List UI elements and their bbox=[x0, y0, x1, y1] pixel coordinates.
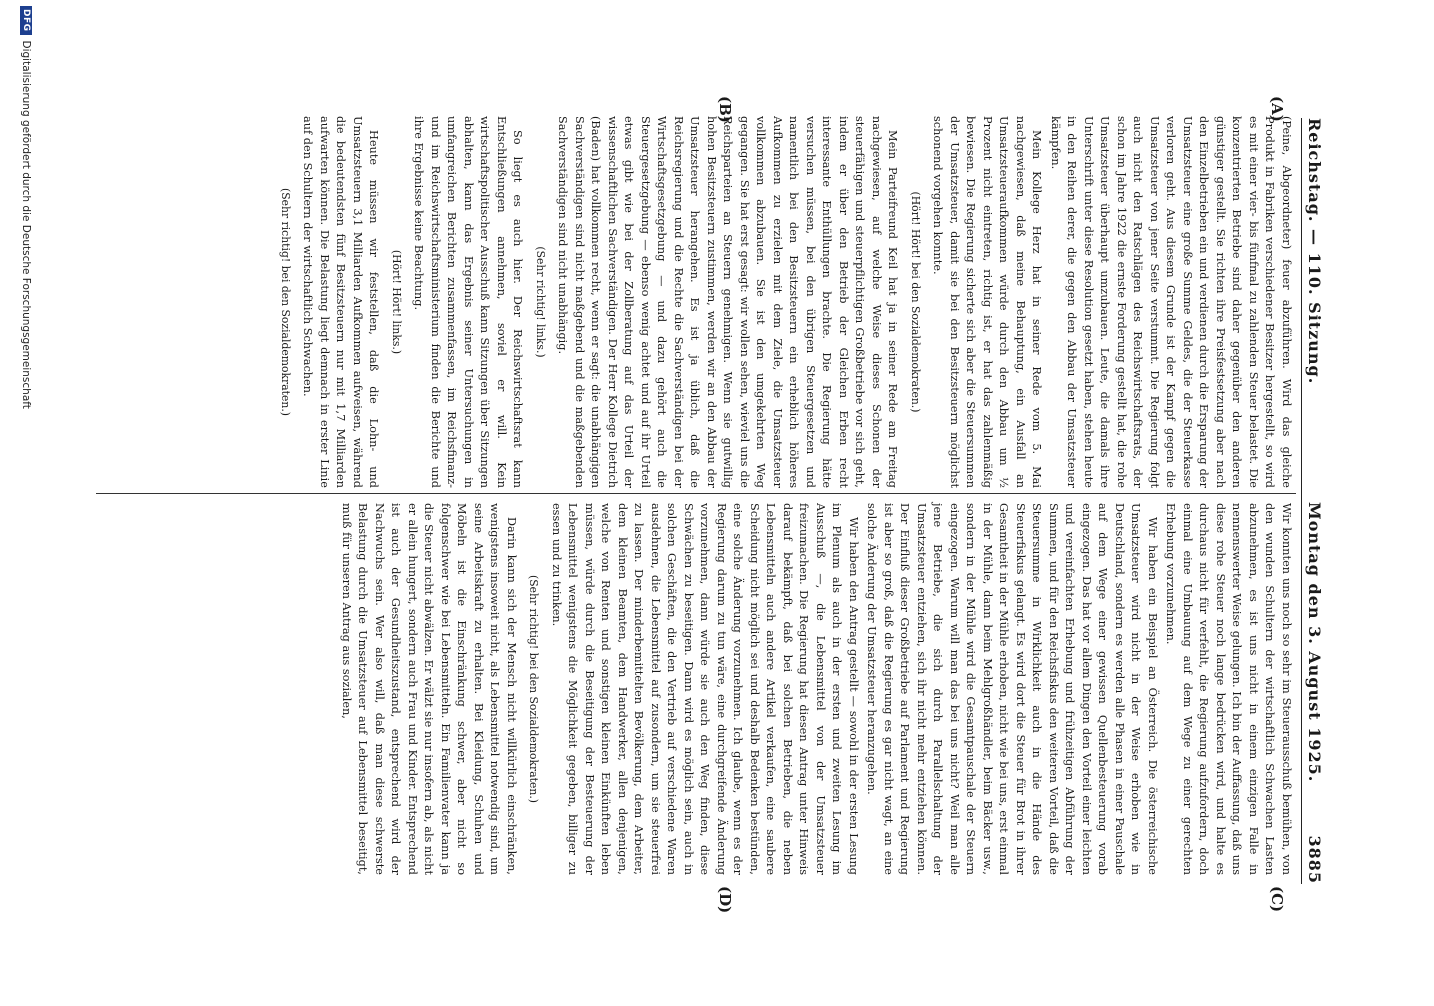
header-rule bbox=[1301, 118, 1302, 884]
interjection: (Sehr richtig! links.) bbox=[534, 246, 547, 358]
paragraph: (Peine, Abgeordneter) feuer abzuführen. Wird das gleiche Produkt in Fabriken verschiedener Besitzer hergestellt, so wird es mit einer vier- bis fünfmal zu zahlenden Steuer belastet. Die konzentrierten Betriebe sind daher gegenüber den anderen günstiger gestellt. Sie richten ihre Preisfestsetzung aber nach den Einzelbetrieben ein und verdienen durch die Ersparung der Umsatzsteuer eine große Summe Geldes, die der Steuerkasse verloren geht. Aus diesem Grunde ist der Kampf gegen die Umsatzsteuer von jener Seite verstummt. Die Regierung folgt auch nicht den Ratschlägen des Reichswirtschaftsrats, der schon im Jahre 1922 die ernste Forderung gestellt hat, die rohe Umsatzsteuer überhaupt umzubauen. Leute, die damals ihre Unterschrift unter diese Resolution gesetzt haben, stehen heute in den Reihen derer, die gegen den Abbau der Umsatzsteuer kämpfen. bbox=[1049, 116, 1293, 488]
session-date: Montag den 3. August 1925. bbox=[1305, 502, 1324, 783]
paragraph: Mein Kollege Herz hat in seiner Rede vom 5. Mai nachgewiesen, daß meine Behauptung, ein Ausfall an Umsatzsteueraufkommen würde durch den Abbau um ½ Prozent nicht eintreten, richtig ist, er hat das zahlenmäßig bewiesen. Die Regierung sicherte sich aber die Steuersummen der Umsatzsteuer, damit sie bei den Besitzsteuern möglichst schonend vorgehen konnte. bbox=[931, 116, 1044, 488]
dfg-logo: DFG bbox=[20, 6, 32, 35]
left-column bbox=[271, 116, 1295, 488]
paragraph: So liegt es auch hier. Der Reichswirtschaftsrat kann Entschließungen annehmen, soviel er will. Kein wirtschaftspolitischer Ausschuß kann Sitzungen über Sitzungen abhalten, kann das Ergebnis seiner Untersuchungen in umfangreichen Berichten zusammenfassen, im Reichsfinanz- und im Reichswirtschaftsministerium finden die Berichte und ihre Ergebnisse keine Beachtung. bbox=[412, 116, 525, 488]
right-column bbox=[336, 503, 1295, 875]
margin-mark-c: (C) bbox=[1268, 886, 1286, 913]
paragraph: Wir haben ein Beispiel an Österreich. Die österreichische Umsatzsteuer wird nicht in der Weise erhoben wie in Deutschland, sondern es werden alle Phasen in einer Pauschale auf dem Wege einer gewissen Quellenbesteuerung vorab eingezogen. Das hat vor allem Dingen den Vorteil einer leichten und vereinfachten Erhebung und frühzeitigen Abführung der Summen, und für den Reichsfiskus den weiteren Vorteil, daß die Steuersumme in Wirklichkeit auch in die Hände des Steuerfiskus gelangt. Es wird dort die Steuer für Brot in ihrer Gesamtheit in der Mühle erhoben, nicht wie bei uns, erst einmal in der Mühle, dann beim Mehlgroßhändler, beim Bäcker usw., sondern in der Mühle wird die Gesamtpauschale der Steuern eingezogen. Warum will man das bei uns nicht? Weil man alle jene Betriebe, die sich durch Parallelschaltung der Umsatzsteuer entziehen, sich ihr nicht mehr entziehen können. Der Einfluß dieser Großbetriebe auf Parlament und Regierung ist aber so groß, daß die Regierung es gar nicht wagt, an eine solche Änderung der Umsatzsteuer heranzugehen. bbox=[865, 503, 1159, 875]
column-divider bbox=[96, 493, 1296, 494]
paragraph: Heute müssen wir feststellen, daß die Lohn- und Umsatzsteuern 3,1 Milliarden Aufkommen aufweisen, während die bedeutendsten fünf Besitzsteuern nur mit 1,7 Milliarden aufwarten können. Die Belastung liegt demnach in erster Linie auf den Schultern der wirtschaftlich Schwachen. bbox=[301, 116, 381, 488]
digitization-footer bbox=[20, 0, 32, 1006]
paragraph: Darin kann sich der Mensch nicht willkürlich einschränken, wenigstens insoweit nicht, als Lebensmittel notwendig sind, um seine Arbeitskraft zu erhalten. Bei Kleidung, Schuhen und Möbeln ist die Einschränkung schwer, aber nicht so folgenschwer wie bei Lebensmitteln. Ein Familienvater kann ja die Steuer nicht abwälzen. Er wälzt sie nur insofern ab, als nicht er allein hungert, sondern auch Frau und Kinder. Entsprechend ist auch der Gesundheitszustand, entsprechend wird der Nachwuchs sein. Wer also will, daß man diese schwerste Belastung durch die Umsatzsteuer auf Lebensmittel beseitigt, muß für unseren Antrag aus sozialen, bbox=[340, 503, 518, 875]
page-header-left bbox=[1305, 118, 1324, 486]
session-title: Reichstag. — 110. Sitzung. bbox=[1305, 118, 1324, 385]
margin-mark-a: (A) bbox=[1268, 96, 1286, 122]
page-number: 3885 bbox=[1305, 835, 1324, 884]
margin-mark-d: (D) bbox=[716, 886, 734, 914]
interjection: (Sehr richtig! bei den Sozialdemokraten.) bbox=[279, 188, 292, 416]
paragraph: Mein Parteifreund Keil hat ja in seiner Rede am Freitag nachgewiesen, auf welche Weise dieses Schonen der steuerfähigen und steuerpflichtigen Großbetriebe vor sich geht, indem er über den Betrieb der Gleichen Erben recht interessante Enthüllungen brachte. Die Regierung hätte versuchen müssen, bei den übrigen Steuergesetzen und namentlich bei den Besitzsteuern ein erheblich höheres Aufkommen zu erzielen mit dem Ziele, die Umsatzsteuer vollkommen abzubauen. Sie ist den umgekehrten Weg gegangen. Sie hat erst gesagt: wir wollen sehen, wieviel uns die Reichsparteien an Steuern genehmigen. Wenn sie gutwillig hohen Besitzsteuern zustimmen, werden wir an den Abbau der Umsatzsteuer herangehen. Es ist ja üblich, daß die Reichsregierung und die Rechte die Sachverständigen bei der Wirtschaftsgesetzgebung — und dazu gehört auch die Steuergesetzgebung — ebenso wenig achtet und auf ihr Urteil etwas gibt wie bei der Zollberatung auf das Urteil der wissenschaftlichen Sachverständigen. Der Herr Kollege Dietrich (Baden) hat vollkommen recht, wenn er sagt: die unabhängigen Sachverständigen sind nicht maßgebend und die maßgebenden Sachverständigen sind nicht unabhängig. bbox=[556, 116, 900, 488]
interjection: (Hört! Hört! bei den Sozialdemokraten.) bbox=[909, 191, 922, 413]
paragraph: Wir konnten uns noch so sehr im Steuerausschuß bemühen, von den wunden Schultern der wirtschaftlich Schwachen Lasten abzunehmen, es ist uns nicht in einem einzigen Falle in nennenswerter Weise gelungen. Ich bin der Auffassung, daß uns diese rohe Steuer noch lange bedrücken wird, und halte es durchaus nicht für verfehlt, die Regierung aufzufordern, doch einmal eine Umbauung auf dem Wege zu einer gerechten Erhebung vorzunehmen. bbox=[1164, 503, 1293, 875]
interjection: (Sehr richtig! bei den Sozialdemokraten.) bbox=[527, 575, 541, 803]
funding-note: Digitalisierung gefördert durch die Deutsche Forschungsgemeinschaft bbox=[20, 40, 32, 409]
margin-mark-b: (B) bbox=[716, 96, 734, 123]
page-header-right bbox=[1305, 502, 1324, 884]
paragraph: Wir haben den Antrag gestellt — sowohl in der ersten Lesung im Plenum als auch in der ersten und zweiten Lesung im Ausschuß —, die Lebensmittel von der Umsatzsteuer freizumachen. Die Regierung hat diesen Antrag unter Hinweis darauf bekämpft, daß bei solchen Betrieben, die neben Lebensmitteln auch andere Artikel verkaufen, eine saubere Scheidung nicht möglich sei und deshalb Bedenken bestünden, eine solche Änderung vorzunehmen. Ich glaube, wenn es der Regierung darum zu tun wäre, eine durchgreifende Änderung vorzunehmen, dann würde sie auch den Weg finden, diese Schwächen zu beseitigen. Dann wird es möglich sein, auch in solchen Geschäften, die den Vertrieb auf verschiedene Waren ausdehnen, die Lebensmittel auf zusondern, um sie steuerfrei zu lassen. Der minderbemittelten Bevölkerung, dem Arbeiter, dem kleinen Beamten, dem Handwerker, allen denjenigen, welche von Renten und sonstigen kleinen Einkünften leben müssen, würde durch die Beseitigung der Besteuerung der Lebensmittel wenigstens die Möglichkeit gegeben, billiger zu essen und zu trinken. bbox=[550, 503, 860, 875]
interjection: (Hört! Hört! links.) bbox=[390, 249, 403, 355]
